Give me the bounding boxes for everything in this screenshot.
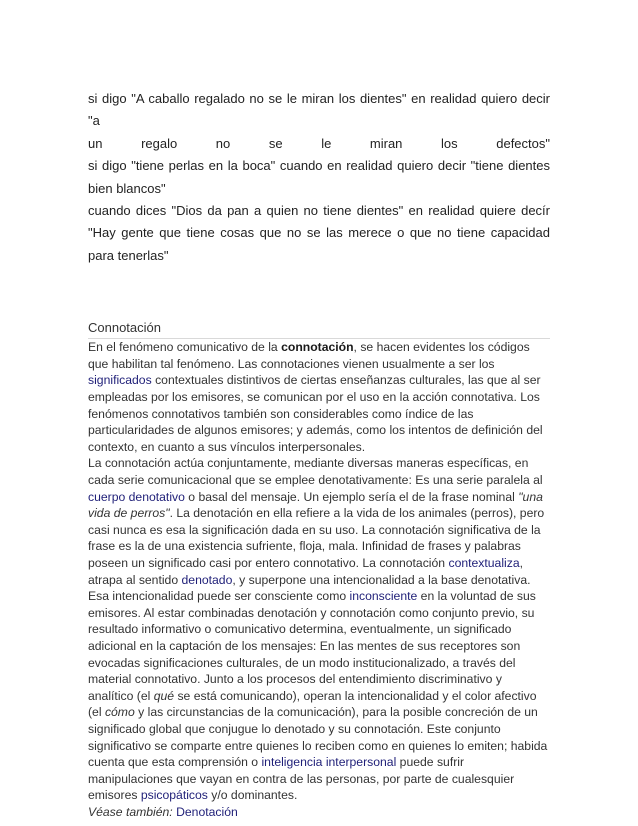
link-inconsciente[interactable]: inconsciente xyxy=(349,589,418,604)
text-run: y las circunstancias de la comunicación), para la posible concreción de un significado global que conjugue lo denotado y su connotación. Este conjunto significativo se comparte entre quienes lo reciben como en quienes lo emiten; habida cuenta que esta comprensión o xyxy=(88,705,548,770)
text-run: en la voluntad de sus emisores. Al estar combinadas denotación y connotación como conjunto previo, su resultado informativo o comunicativo determina, eventualmente, un significado adicional en la captación de los mensajes: En las mentes de sus receptores son evocadas significaciones culturales, de un modo institucionalizado, a través del material connotativo. Junto a los procesos del entendimiento discriminativo y analítico (el xyxy=(88,589,536,703)
example-line-3: si digo "tiene perlas en la boca" cuando en realidad quiero decir "tiene dientes bien blancos" xyxy=(88,158,550,196)
document-page xyxy=(88,88,550,820)
term-connotacion: connotación xyxy=(281,340,354,355)
see-also-label: Véase también: xyxy=(88,804,173,819)
text-run: y/o dominantes. xyxy=(207,788,298,803)
examples-block xyxy=(88,88,550,267)
link-cuerpo-denotativo[interactable]: cuerpo denotativo xyxy=(88,489,185,504)
phrase-vida-de-perros: "una vida de perros" xyxy=(88,489,543,521)
link-denotado[interactable]: denotado xyxy=(181,572,233,587)
term-como: cómo xyxy=(104,705,135,720)
example-word: defectos" xyxy=(496,135,550,151)
text-run: puede sufrir manipulaciones que vayan en contra de las personas, por parte de cualesquier emisores xyxy=(88,755,515,803)
text-run: La connotación actúa conjuntamente, mediante diversas maneras específicas, en cada serie comunicacional que se emplee denotativamente: Es una serie paralela al xyxy=(88,456,543,487)
article-content xyxy=(88,339,550,820)
example-line-4: cuando dices "Dios da pan a quien no tiene dientes" en realidad quiere decír "Hay gente que tiene cosas que no se las merece o que no tiene capacidad para tenerlas" xyxy=(88,203,550,263)
link-psicopaticos[interactable]: psicopáticos xyxy=(140,788,208,803)
link-contextualiza[interactable]: contextualiza xyxy=(448,555,520,570)
example-word: no xyxy=(215,135,231,151)
link-inteligencia-interpersonal[interactable]: inteligencia interpersonal xyxy=(261,755,397,770)
section-title: Connotación xyxy=(88,320,550,339)
example-word: se xyxy=(268,135,283,151)
example-word: los xyxy=(441,135,458,151)
example-word: un xyxy=(88,135,103,151)
paragraph-2 xyxy=(88,455,550,803)
example-word: regalo xyxy=(141,135,178,151)
text-run: contextuales distintivos de ciertas enseñanzas culturales, las que al ser empleadas por los emisores, se comunican por el uso en la acción connotativa. Los fenómenos connotativos también son considerables como índice de las particularidades de algunos emisores; y además, como los intentos de definición del contexto, en cuanto a sus vínculos interpersonales. xyxy=(88,373,543,454)
example-word: le xyxy=(321,135,332,151)
example-line-2 xyxy=(88,133,550,155)
text-run: En el fenómeno comunicativo de la xyxy=(88,340,282,355)
see-also-line xyxy=(88,804,550,820)
text-run: , y superpone una intencionalidad a la base denotativa. Esa intencionalidad puede ser consciente como xyxy=(88,572,531,604)
text-run: , atrapa al sentido xyxy=(88,555,523,587)
text-run: , se hacen evidentes los códigos que habilitan tal fenómeno. Las connotaciones vienen usualmente a ser los xyxy=(88,340,530,371)
paragraph-1 xyxy=(88,339,550,455)
example-word: miran xyxy=(369,135,403,151)
link-significados[interactable]: significados xyxy=(88,373,152,388)
term-que: qué xyxy=(153,688,175,703)
text-run: se está comunicando), operan la intencionalidad y el color afectivo (el xyxy=(88,688,537,720)
text-run: . La denotación en ella refiere a la vida de los animales (perros), pero casi nunca es esa la significación dada en su uso. La connotación significativa de la frase es la de una existencia sufriente, floja, mala. Infinidad de frases y palabras poseen un significado casi por entero connotativo. La connotación xyxy=(88,506,545,570)
link-denotacion[interactable]: Denotación xyxy=(176,804,238,819)
text-run: o basal del mensaje. Un ejemplo sería el de la frase nominal xyxy=(184,489,519,504)
example-line-1: si digo "A caballo regalado no se le miran los dientes" en realidad quiero decir "a xyxy=(88,91,550,129)
